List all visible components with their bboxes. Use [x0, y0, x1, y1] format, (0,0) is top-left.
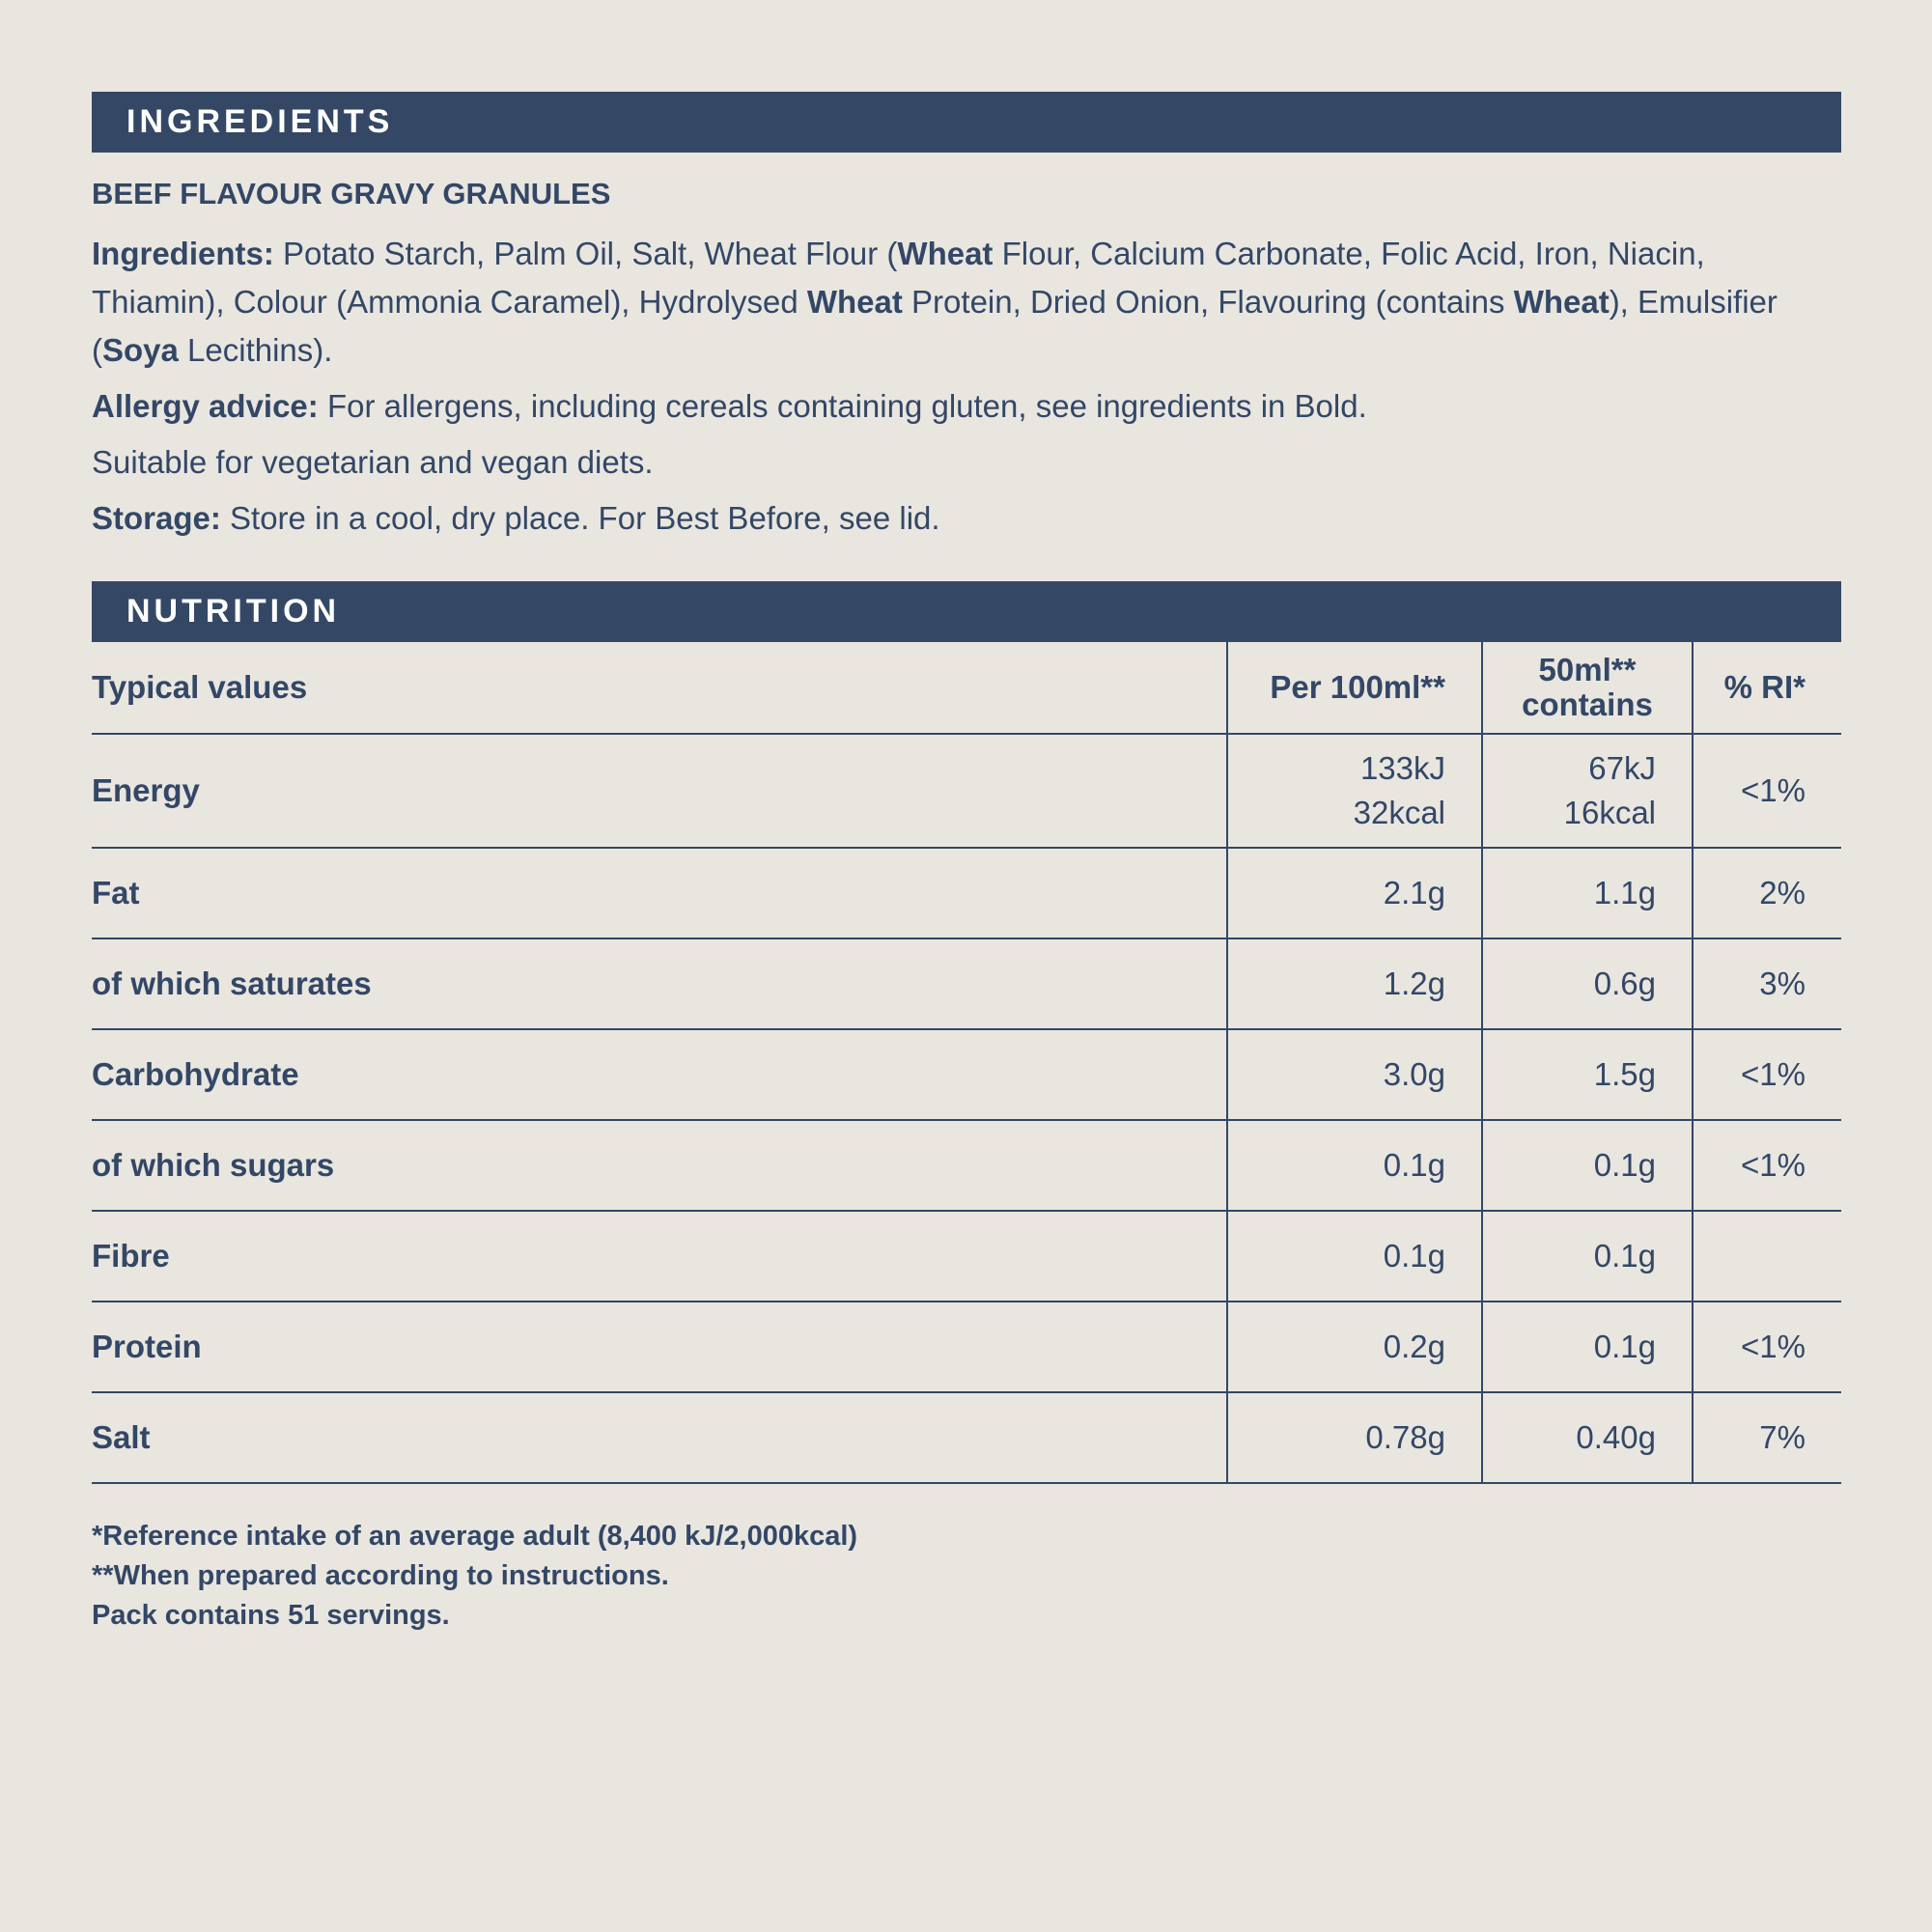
footnote-preparation: **When prepared according to instructions. — [92, 1560, 669, 1591]
allergen-soya: Soya — [102, 332, 179, 368]
serving-value: 0.1g — [1482, 1302, 1693, 1392]
nutrient-label: Carbohydrate — [92, 1029, 1227, 1120]
ri-value: <1% — [1693, 734, 1841, 848]
ingredients-text: Lecithins). — [178, 332, 333, 368]
allergen-wheat: Wheat — [806, 284, 903, 320]
column-header-typical-values: Typical values — [92, 642, 1227, 734]
ri-value: 7% — [1693, 1392, 1841, 1483]
suitability-note: Suitable for vegetarian and vegan diets. — [92, 444, 654, 480]
ingredients-text: ), Emulsifier ( — [92, 284, 1778, 368]
nutrition-row-sugars — [92, 1120, 1841, 1211]
nutrition-row-fibre — [92, 1211, 1841, 1302]
allergy-text: For allergens, including cereals containing gluten, see ingredients in Bold. — [318, 388, 1367, 424]
allergen-wheat: Wheat — [1513, 284, 1610, 320]
storage-text: Store in a cool, dry place. For Best Before, see lid. — [220, 500, 940, 536]
serving-value: 0.40g — [1482, 1392, 1693, 1483]
ri-value: 2% — [1693, 848, 1841, 938]
ingredients-text: Protein, Dried Onion, Flavouring (contains — [902, 284, 1514, 320]
nutrition-row-energy — [92, 734, 1841, 848]
nutrition-row-protein — [92, 1302, 1841, 1392]
column-header-serving — [1482, 642, 1693, 734]
nutrient-label: Protein — [92, 1302, 1227, 1392]
nutrient-label: of which saturates — [92, 938, 1227, 1029]
column-header-per-100ml: Per 100ml** — [1227, 642, 1482, 734]
per-100ml-value: 2.1g — [1227, 848, 1482, 938]
ri-value — [1693, 1211, 1841, 1302]
product-name: BEEF FLAVOUR GRAVY GRANULES — [92, 177, 611, 210]
nutrient-label: Salt — [92, 1392, 1227, 1483]
energy-kcal: 32kcal — [1353, 795, 1445, 830]
nutrition-header — [92, 581, 1841, 642]
serving-header-line: 50ml** — [1538, 652, 1637, 687]
nutrient-label: Fat — [92, 848, 1227, 938]
allergen-wheat: Wheat — [897, 236, 994, 271]
nutrition-row-fat — [92, 848, 1841, 938]
nutrient-label: Fibre — [92, 1211, 1227, 1302]
nutrition-row-carbohydrate — [92, 1029, 1841, 1120]
ri-value: <1% — [1693, 1302, 1841, 1392]
ri-value: <1% — [1693, 1029, 1841, 1120]
footnotes — [92, 1517, 1841, 1636]
ingredients-text: Flour, Calcium Carbonate, Folic Acid, Iron, Niacin, Thiamin), Colour (Ammonia Caramel), Hydrolysed — [92, 236, 1705, 320]
per-100ml-value: 0.78g — [1227, 1392, 1482, 1483]
ri-value: 3% — [1693, 938, 1841, 1029]
ri-value: <1% — [1693, 1120, 1841, 1211]
per-100ml-value: 0.2g — [1227, 1302, 1482, 1392]
allergy-label: Allergy advice: — [92, 388, 319, 424]
footnote-servings: Pack contains 51 servings. — [92, 1600, 450, 1631]
allergy-advice — [92, 382, 1841, 431]
serving-value — [1482, 734, 1693, 848]
nutrition-header-text: NUTRITION — [126, 593, 341, 630]
ingredients-text: Potato Starch, Palm Oil, Salt, Wheat Flour ( — [273, 236, 898, 271]
storage-label: Storage: — [92, 500, 221, 536]
nutrition-table — [92, 642, 1841, 1484]
serving-value: 1.5g — [1482, 1029, 1693, 1120]
energy-kj: 67kJ — [1588, 750, 1656, 786]
nutrition-label — [92, 92, 1841, 1636]
footnote-reference-intake: *Reference intake of an average adult (8,400 kJ/2,000kcal) — [92, 1521, 858, 1552]
ingredients-header — [92, 92, 1841, 153]
energy-kcal: 16kcal — [1563, 795, 1656, 830]
ingredients-header-text: INGREDIENTS — [126, 103, 394, 140]
per-100ml-value: 0.1g — [1227, 1211, 1482, 1302]
serving-value: 0.6g — [1482, 938, 1693, 1029]
serving-value: 0.1g — [1482, 1211, 1693, 1302]
nutrient-label: of which sugars — [92, 1120, 1227, 1211]
per-100ml-value: 0.1g — [1227, 1120, 1482, 1211]
nutrition-row-saturates — [92, 938, 1841, 1029]
serving-value: 0.1g — [1482, 1120, 1693, 1211]
serving-header-line: contains — [1522, 686, 1653, 722]
per-100ml-value — [1227, 734, 1482, 848]
nutrient-label: Energy — [92, 734, 1227, 848]
nutrition-row-salt — [92, 1392, 1841, 1483]
ingredients-paragraph — [92, 230, 1841, 375]
serving-value: 1.1g — [1482, 848, 1693, 938]
column-header-ri: % RI* — [1693, 642, 1841, 734]
storage-info — [92, 494, 1841, 543]
energy-kj: 133kJ — [1359, 750, 1445, 786]
ingredients-label: Ingredients: — [92, 236, 274, 271]
per-100ml-value: 3.0g — [1227, 1029, 1482, 1120]
nutrition-table-header-row — [92, 642, 1841, 734]
per-100ml-value: 1.2g — [1227, 938, 1482, 1029]
